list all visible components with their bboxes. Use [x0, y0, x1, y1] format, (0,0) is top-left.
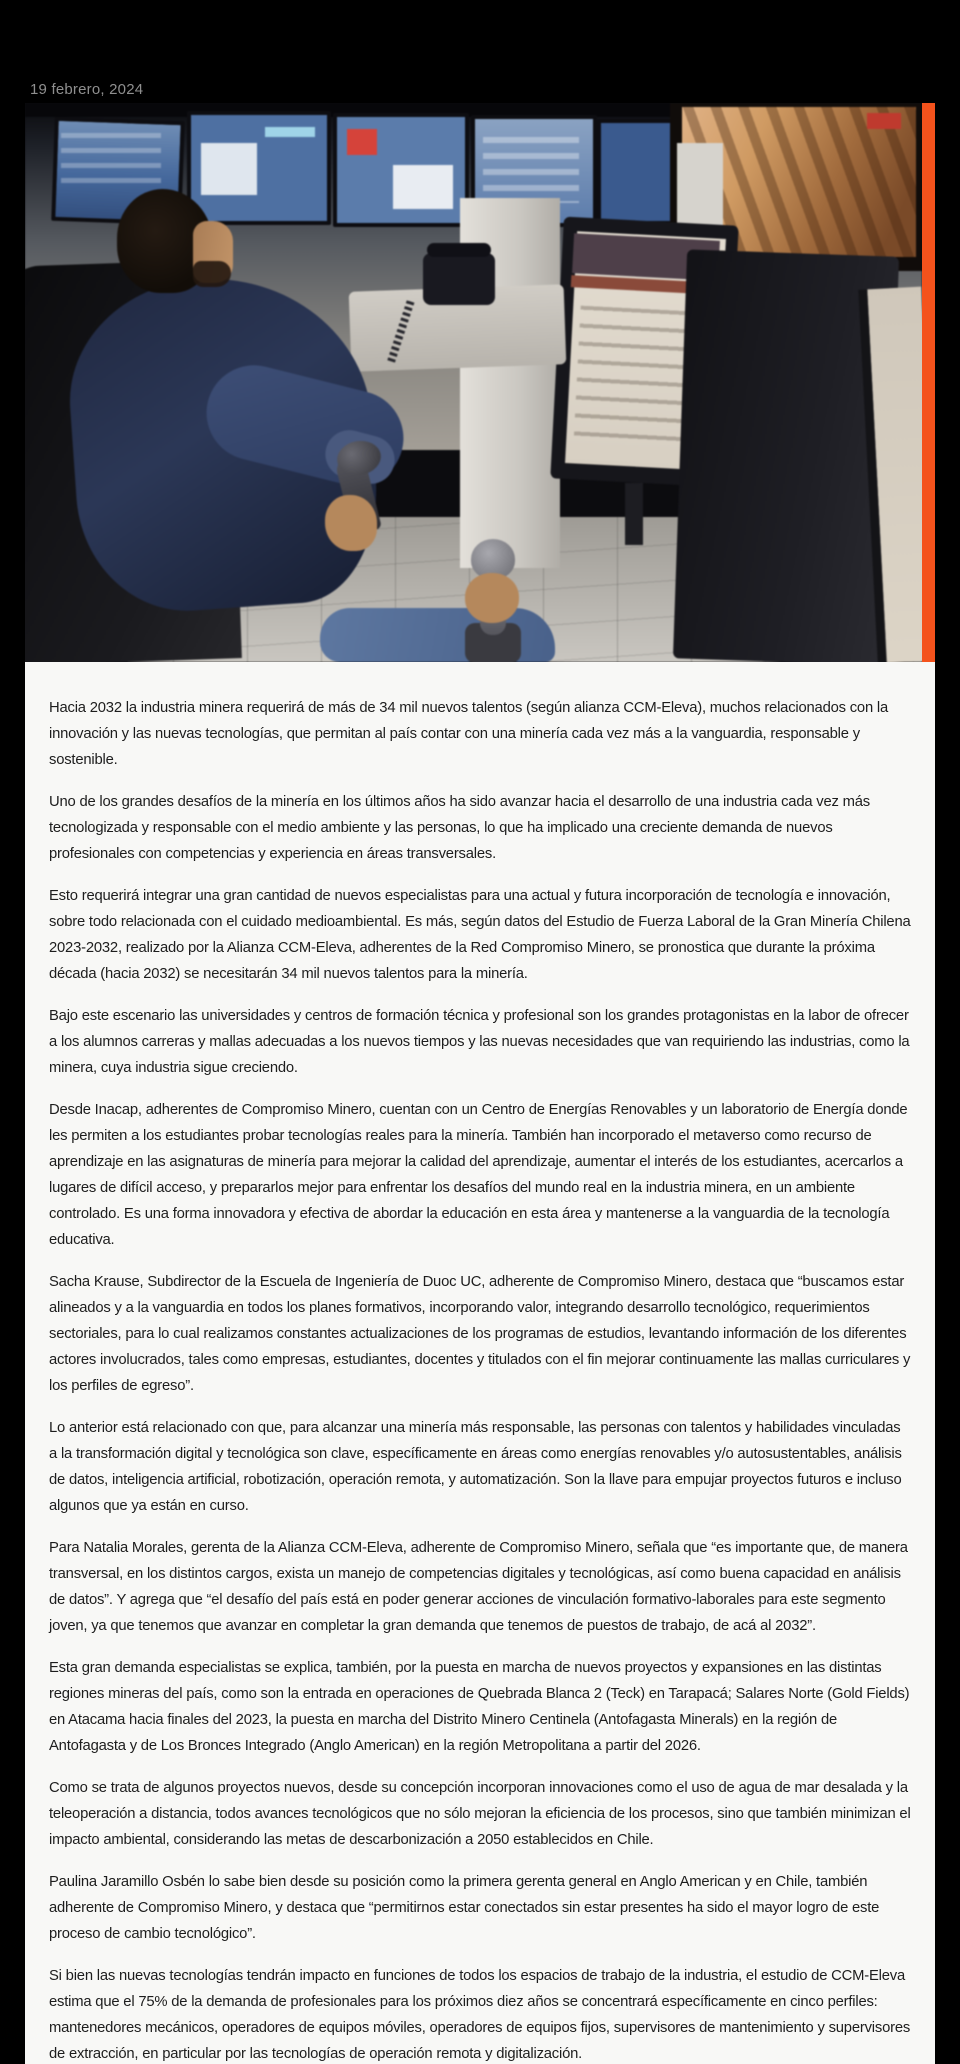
photo-monitor-blue-4-content [483, 137, 579, 203]
content-column [25, 0, 935, 2064]
article-paragraph: Paulina Jaramillo Osbén lo sabe bien desde su posición como la primera gerenta general en Anglo American y en Chile, también adherente de Compromiso Minero, y destaca que “permitirnos estar conectados sin estar presentes ha sido el mayor logro de este proceso de cambio tecnológico”. [49, 1874, 880, 1942]
article-body [25, 662, 935, 2064]
photo-monitor-stand [625, 483, 643, 545]
hero-photo-control-room [25, 103, 922, 662]
photo-monitor-blue-1-content [61, 133, 161, 193]
article-paragraph: Bajo este escenario las universidades y centros de formación técnica y profesional son los grandes protagonistas en la labor de ofrecer a los alumnos carreras y mallas adecuadas a los nuevos tiempos y las nuevas necesidades que van requiriendo las industrias, como la minera, cuya industria sigue creciendo. [49, 1008, 910, 1076]
photo-monitor-blue-3-table [393, 165, 453, 209]
photo-operator-beard [193, 261, 231, 287]
article-paragraph: Esta gran demanda especialistas se explica, también, por la puesta en marcha de nuevos proyectos y expansiones en las distintas regiones mineras del país, como son la entrada en operaciones de Quebrada Blanca 2 (Teck) en Tarapacá; Salares Norte (Gold Fields) en Atacama hacia finales del 2023, la puesta en marcha del Distrito Minero Centinela (Antofagasta Minerals) en la región de Antofagasta y de Los Bronces Integrado (Anglo American) en la región Metropolitana a partir del 2026. [49, 1660, 910, 1754]
article-paragraph: Lo anterior está relacionado con que, para alcanzar una minería más responsable, las personas con talentos y habilidades vinculadas a la transformación digital y tecnológica son clave, específicamente en áreas como energías renovables y/o autosustentables, análisis de datos, inteligencia artificial, robotización, operación remota, y automatización. Son la llave para empujar proyectos futuros e incluso algunos que ya están en curso. [49, 1420, 902, 1514]
article-paragraph: Uno de los grandes desafíos de la minería en los últimos años ha sido avanzar hacia el desarrollo de una industria cada vez más tecnologizada y responsable con el medio ambiente y las personas, lo que ha implicado una creciente demanda de nuevos profesionales con competencias y experiencia en áreas transversales. [49, 794, 870, 862]
photo-operator-left-hand [325, 495, 377, 551]
article-paragraph: Esto requerirá integrar una gran cantidad de nuevos especialistas para una actual y futura incorporación de tecnología e innovación, sobre todo relacionada con el cuidado medioambiental. Es más, según datos del Estudio de Fuerza Laboral de la Gran Minería Chilena 2023-2032, realizado por la Alianza CCM-Eleva, adherentes de la Red Compromiso Minero, se pronostica que durante la próxima década (hacia 2032) se necesitarán 34 mil nuevos talentos para la minería. [49, 888, 911, 982]
publish-date: 19 febrero, 2024 [30, 81, 144, 98]
article-paragraph: Para Natalia Morales, gerenta de la Alianza CCM-Eleva, adherente de Compromiso Minero, señala que “es importante que, de manera transversal, en los distintos cargos, exista un manejo de competencias digitales y tecnológicas, así como buena capacidad en análisis de datos”. Y agrega que “el desafío del país está en poder generar acciones de vinculación formativo-laborales para este segmento joven, ya que tenemos que avanzar en completar la gran demanda que tenemos de puestos de trabajo, de acá al 2032”. [49, 1540, 908, 1634]
article-paragraph: Sacha Krause, Subdirector de la Escuela de Ingeniería de Duoc UC, adherente de Compromiso Minero, destaca que “buscamos estar alineados y a la vanguardia en todos los planes formativos, incorporando valor, integrando desarrollo tecnológico, requerimientos sectoriales, para lo cual realizamos constantes actualizaciones de los programas de estudios, levantando información de los diferentes actores involucrados, tales como empresas, estudiantes, docentes y titulados con el fin mejorar continuamente las mallas curriculares y los perfiles de egreso”. [49, 1274, 911, 1394]
photo-desk-phone [423, 253, 495, 305]
photo-scene [25, 103, 922, 662]
photo-operator-right-hand [465, 573, 519, 623]
photo-wall-display-badge [867, 113, 901, 129]
photo-monitor-blue-2-panel [201, 143, 257, 195]
article-paragraph: Desde Inacap, adherentes de Compromiso Minero, cuentan con un Centro de Energías Renovables y un laboratorio de Energía donde les permiten a los estudiantes probar tecnologías reales para la minería. También han incorporado el metaverso como recurso de aprendizaje en las asignaturas de minería para mejorar la calidad del aprendizaje, aumentar el interés de los estudiantes, acercarlos a lugares de difícil acceso, y prepararlos mejor para enfrentar los desafíos del mundo real en la industria minera, en un ambiente controlado. Es una forma innovadora y efectiva de abordar la educación en esta área y mantenerse a la vanguardia de la tecnología educativa. [49, 1102, 908, 1248]
photo-monitor-red-alert [347, 129, 377, 155]
article-paragraph: Hacia 2032 la industria minera requerirá de más de 34 mil nuevos talentos (según alianza CCM-Eleva), muchos relacionados con la innovación y las nuevas tecnologías, que permitan al país contar con una minería cada vez más a la vanguardia, responsable y sostenible. [49, 700, 889, 768]
article-header [25, 0, 935, 103]
orange-accent-bar [922, 103, 935, 662]
photo-monitor-blue-2-strip [265, 127, 315, 137]
article-paragraph: Si bien las nuevas tecnologías tendrán impacto en funciones de todos los espacios de trabajo de la industria, el estudio de CCM-Eleva estima que el 75% de la demanda de profesionales para los próximos diez años se concentrará específicamente en cinco perfiles: mantenedores mecánicos, operadores de equipos móviles, operadores de equipos fijos, supervisores de mantenimiento y supervisores de extracción, en particular por las tecnologías de operación remota y digitalización. [49, 1968, 911, 2062]
photo-phone-handset [427, 243, 491, 257]
hero-section [25, 103, 935, 662]
article-paragraph: Como se trata de algunos proyectos nuevos, desde su concepción incorporan innovaciones como el uso de agua de mar desalada y la teleoperación a distancia, todos avances tecnológicos que no sólo mejoran la eficiencia de los procesos, sino que también minimizan el impacto ambiental, considerando las metas de descarbonización a 2050 establecidos en Chile. [49, 1780, 911, 1848]
